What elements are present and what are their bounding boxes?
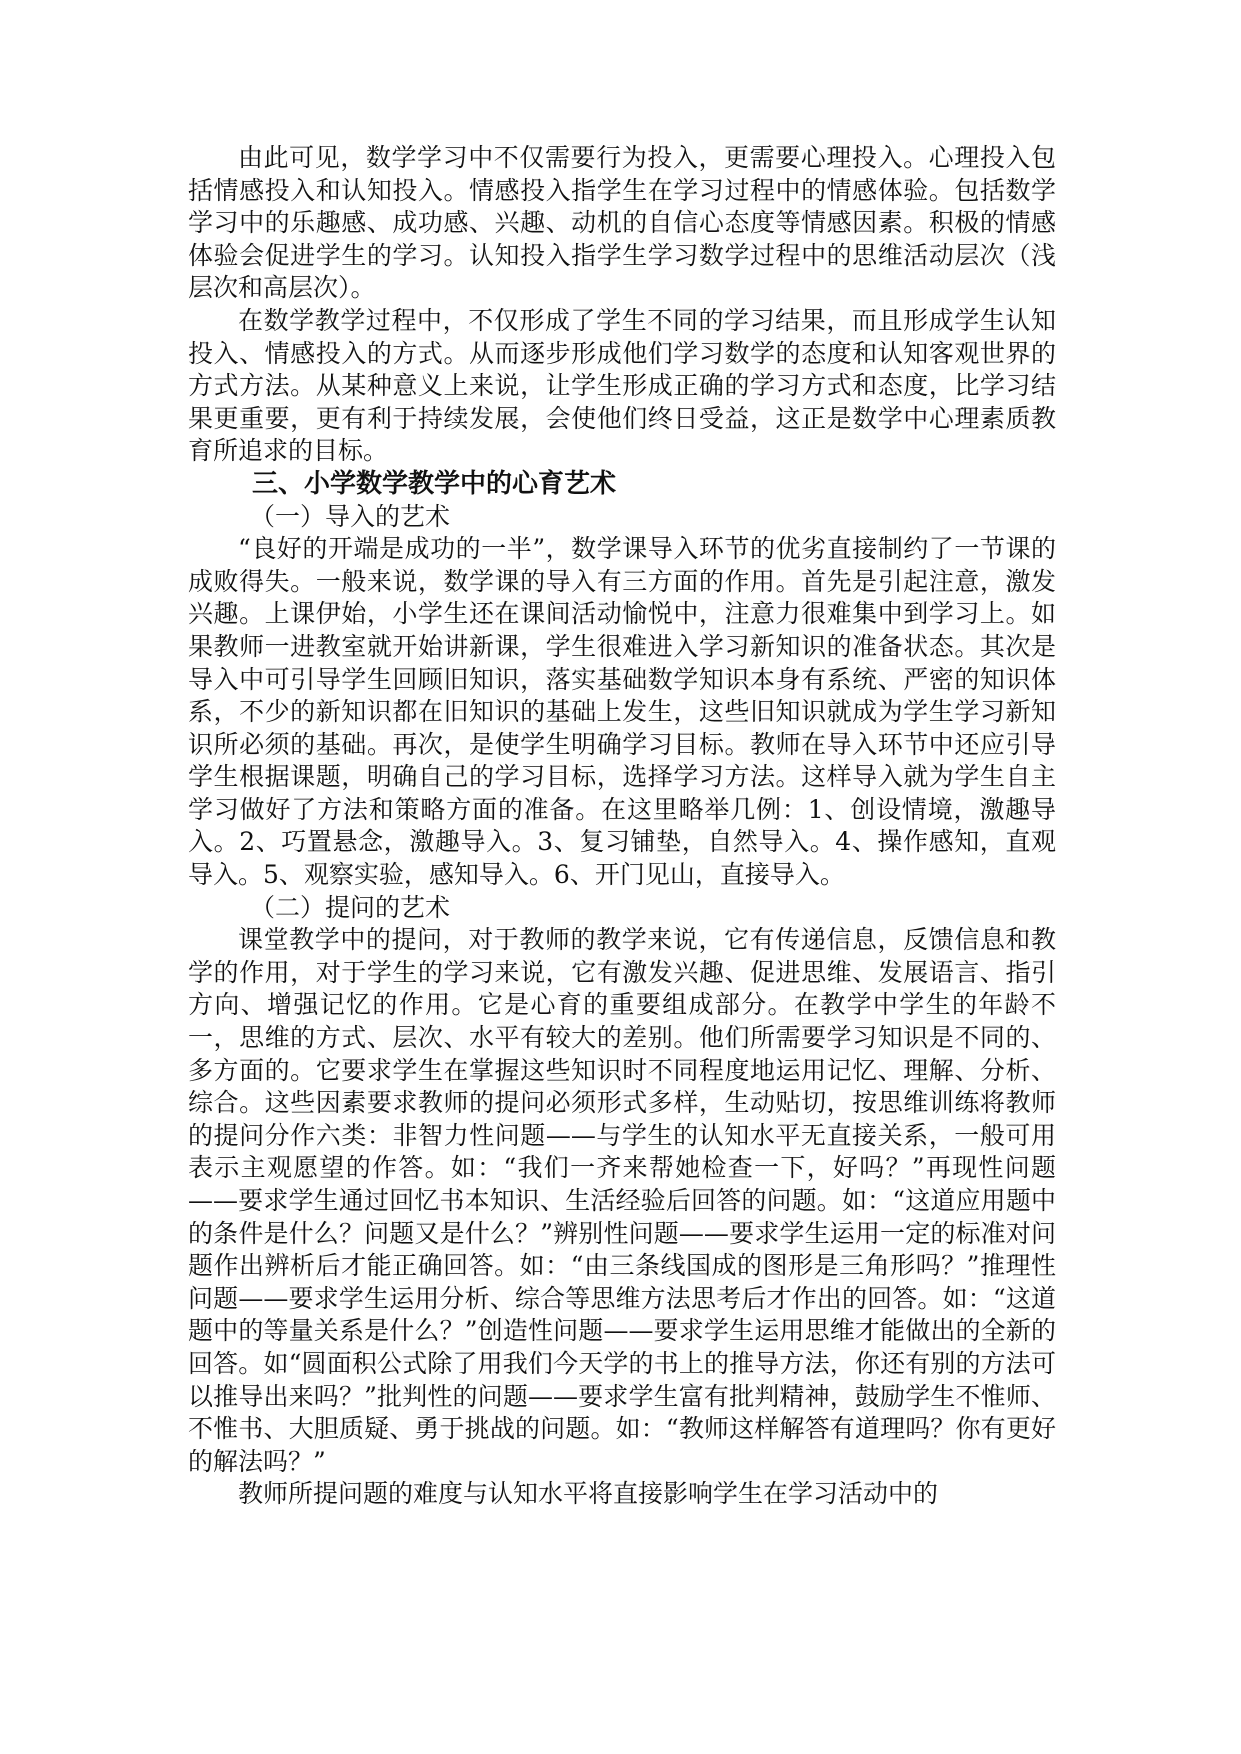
paragraph-mental-investment: 由此可见，数学学习中不仅需要行为投入，更需要心理投入。心理投入包括情感投入和认知投入。情感投入指学生在学习过程中的情感体验。包括数学学习中的乐趣感、成功感、兴趣、动机的自信心态度等情感因素。积极的情感体验会促进学生的学习。认知投入指学生学习数学过程中的思维活动层次（浅层次和高层次）。 bbox=[188, 143, 1056, 303]
document-page bbox=[188, 142, 1056, 1511]
subsection-heading-questioning: （二）提问的艺术 bbox=[250, 892, 451, 922]
paragraph-introduction-art: “良好的开端是成功的一半”，数学课导入环节的优劣直接制约了一节课的成败得失。一般来说，数学课的导入有三方面的作用。首先是引起注意，激发兴趣。上课伊始，小学生还在课间活动愉悦中，注意力很难集中到学习上。如果教师一进教室就开始讲新课，学生很难进入学习新知识的准备状态。其次是导入中可引导学生回顾旧知识，落实基础数学知识本身有系统、严密的知识体系，不少的新知识都在旧知识的基础上发生，这些旧知识就成为学生学习新知识所必须的基础。再次，是使学生明确学习目标。教师在导入环节中还应引导学生根据课题，明确自己的学习目标，选择学习方法。这样导入就为学生自主学习做好了方法和策略方面的准备。在这里略举几例：1、创设情境，激趣导入。2、巧置悬念，激趣导入。3、复习铺垫，自然导入。4、操作感知，直观导入。5、观察实验，感知导入。6、开门见山，直接导入。 bbox=[188, 534, 1056, 890]
subsection-heading-introduction: （一）导入的艺术 bbox=[250, 501, 451, 531]
section-heading: 三、小学数学教学中的心育艺术 bbox=[252, 468, 617, 499]
paragraph-questioning-art: 课堂教学中的提问，对于教师的教学来说，它有传递信息，反馈信息和教学的作用，对于学生的学习来说，它有激发兴趣、促进思维、发展语言、指引方向、增强记忆的作用。它是心育的重要组成部分。在教学中学生的年龄不一，思维的方式、层次、水平有较大的差别。他们所需要学习知识是不同的、多方面的。它要求学生在掌握这些知识时不同程度地运用记忆、理解、分析、综合。这些因素要求教师的提问必须形式多样，生动贴切，按思维训练将教师的提问分作六类：非智力性问题——与学生的认知水平无直接关系，一般可用表示主观愿望的作答。如：“我们一齐来帮她检查一下，好吗？”再现性问题——要求学生通过回忆书本知识、生活经验后回答的问题。如：“这道应用题中的条件是什么？问题又是什么？”辨别性问题——要求学生运用一定的标准对问题作出辨析后才能正确回答。如：“由三条线国成的图形是三角形吗？”推理性问题——要求学生运用分析、综合等思维方法思考后才作出的回答。如：“这道题中的等量关系是什么？”创造性问题——要求学生运用思维才能做出的全新的回答。如“圆面积公式除了用我们今天学的书上的推导方法，你还有别的方法可以推导出来吗？”批判性的问题——要求学生富有批判精神，鼓励学生不惟师、不惟书、大胆质疑、勇于挑战的问题。如：“教师这样解答有道理吗？你有更好的解法吗？” bbox=[188, 925, 1056, 1476]
paragraph-question-difficulty: 教师所提问题的难度与认知水平将直接影响学生在学习活动中的 bbox=[238, 1479, 939, 1509]
paragraph-learning-process: 在数学教学过程中，不仅形成了学生不同的学习结果，而且形成学生认知投入、情感投入的方式。从而逐步形成他们学习数学的态度和认知客观世界的方式方法。从某种意义上来说，让学生形成正确的学习方式和态度，比学习结果更重要，更有利于持续发展，会使他们终日受益，这正是数学中心理素质教育所追求的目标。 bbox=[188, 305, 1056, 466]
